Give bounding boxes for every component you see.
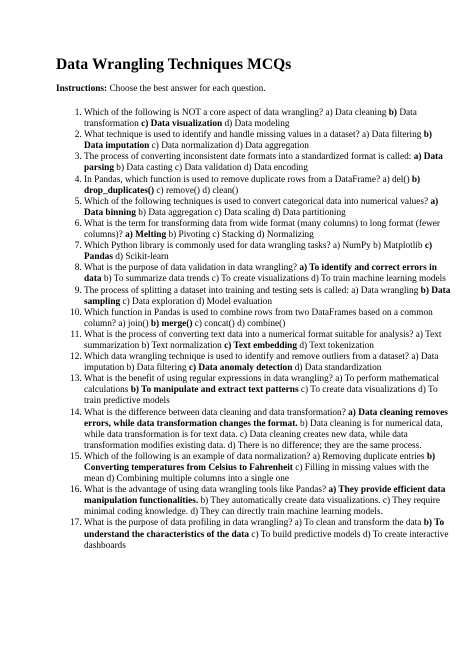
- question-item: [84, 286, 451, 308]
- question-text: d) Scikit-learn: [112, 252, 169, 263]
- answer-text: c) Pandas: [84, 241, 433, 263]
- question-text: c) To create data visualizations d) To train predictive models: [84, 385, 438, 407]
- answer-text: b) Converting temperatures from Celsius to Fahrenheit: [84, 451, 436, 473]
- question-text: b) Data cleaning is for numerical data, while data transformation is for text data. c) Data cleaning creates new data, while data transformation modifies existing data. d) There is no difference; they are the same process.: [84, 418, 443, 451]
- question-text: c) Data exploration d) Model evaluation: [120, 296, 272, 307]
- answer-text: b): [388, 108, 397, 118]
- question-text: b) Data aggregation c) Data scaling d) Data partitioning: [135, 207, 346, 218]
- answer-text: c) Text embedding: [224, 340, 297, 351]
- question-text: In Pandas, which function is used to remove duplicate rows from a DataFrame? a) del(): [84, 174, 412, 185]
- answer-text: b) merge(): [150, 318, 193, 329]
- question-item: [84, 152, 451, 174]
- question-text: Which data wrangling technique is used to identify and remove outliers from a dataset? a) Data imputation b) Data filtering: [84, 352, 439, 374]
- answer-text: b) drop_duplicates(): [84, 174, 421, 196]
- question-text: Data transformation: [84, 108, 417, 130]
- question-text: Which of the following is an example of data normalization? a) Removing duplicate entries: [84, 451, 427, 462]
- answer-text: b) To understand the characteristics of the data: [84, 518, 445, 540]
- answer-text: a) They provide efficient data manipulation functionalities.: [84, 485, 446, 507]
- answer-text: a) Data cleaning removes errors, while data transformation changes the format.: [84, 407, 448, 429]
- question-text: Which function in Pandas is used to combine rows from two DataFrames based on a common column? a) join(): [84, 307, 433, 329]
- instructions: [56, 84, 436, 95]
- question-text: What is the process of converting text data into a numerical format suitable for analysis? a) Text summarization b) Text normalization: [84, 329, 442, 351]
- question-item: [84, 263, 451, 285]
- question-text: Which of the following is NOT a core aspect of data wrangling? a) Data cleaning: [84, 108, 389, 118]
- question-text: What technique is used to identify and handle missing values in a dataset? a) Data filtering: [84, 130, 424, 141]
- question-text: c) To build predictive models d) To create interactive dashboards: [84, 529, 449, 551]
- instructions-text: Choose the best answer for each question.: [107, 84, 266, 94]
- question-text: b) They automatically create data visualizations. c) They require minimal coding knowledge. d) They can directly train machine learning models.: [84, 496, 440, 518]
- answer-text: a) Data parsing: [84, 152, 443, 174]
- question-item: [84, 485, 451, 518]
- question-item: [84, 241, 451, 263]
- question-item: [84, 308, 451, 330]
- question-item: [84, 374, 451, 407]
- question-text: d) Text tokenization: [297, 340, 374, 351]
- question-item: [84, 408, 451, 452]
- question-text: What is the advantage of using data wrangling tools like Pandas?: [84, 485, 329, 496]
- question-text: Which Python library is commonly used for data wrangling tasks? a) NumPy b) Matplotlib: [84, 241, 425, 252]
- answer-text: c) Data anomaly detection: [188, 363, 293, 374]
- answer-text: b) Data sampling: [84, 285, 451, 307]
- question-text: d) Data standardization: [292, 363, 382, 374]
- question-item: [84, 130, 451, 152]
- answer-text: b) To manipulate and extract text patterns: [130, 385, 299, 396]
- answer-text: a) Data binning: [84, 196, 439, 218]
- page-title: Data Wrangling Techniques MCQs: [56, 56, 292, 73]
- question-item: [84, 175, 451, 197]
- question-text: d) Data modeling: [222, 119, 290, 130]
- question-item: [84, 518, 451, 551]
- question-item: [84, 352, 451, 374]
- question-text: Which of the following techniques is used to convert categorical data into numerical values?: [84, 196, 431, 207]
- question-item: [84, 330, 451, 352]
- question-text: b) To summarize data trends c) To create visualizations d) To train machine learning models: [101, 274, 446, 285]
- question-text: c) Data normalization d) Data aggregation: [149, 141, 309, 152]
- question-item: [84, 197, 451, 219]
- question-text: What is the difference between data cleaning and data transformation?: [84, 407, 349, 418]
- question-text: The process of converting inconsistent date formats into a standardized format is called:: [84, 152, 414, 163]
- question-list: [56, 108, 451, 552]
- answer-text: a) Melting: [125, 230, 167, 241]
- question-text: What is the purpose of data profiling in data wrangling? a) To clean and transform the data: [84, 518, 424, 529]
- question-text: c) concat() d) combine(): [192, 318, 286, 329]
- answer-text: a) To identify and correct errors in data: [84, 263, 437, 285]
- answer-text: b) Data imputation: [84, 130, 433, 152]
- question-text: What is the term for transforming data from wide format (many columns) to long format (fewer columns)?: [84, 218, 441, 241]
- question-item: [84, 452, 451, 485]
- question-text: What is the purpose of data validation in data wrangling?: [84, 263, 300, 274]
- question-text: The process of splitting a dataset into training and testing sets is called: a) Data wrangling: [84, 285, 421, 296]
- question-text: c) Filling in missing values with the mean d) Combining multiple columns into a single one: [84, 463, 429, 485]
- answer-text: c) Data visualization: [141, 119, 223, 130]
- question-item: [84, 108, 451, 130]
- question-item: [84, 219, 451, 241]
- question-text: b) Data casting c) Data validation d) Data encoding: [113, 163, 308, 174]
- instructions-label: Instructions:: [56, 84, 108, 94]
- question-text: What is the benefit of using regular expressions in data wrangling? a) To perform mathematical calculations: [84, 374, 439, 396]
- question-text: b) Pivoting c) Stacking d) Normalizing: [166, 230, 314, 241]
- question-text: c) remove() d) clean(): [154, 185, 239, 196]
